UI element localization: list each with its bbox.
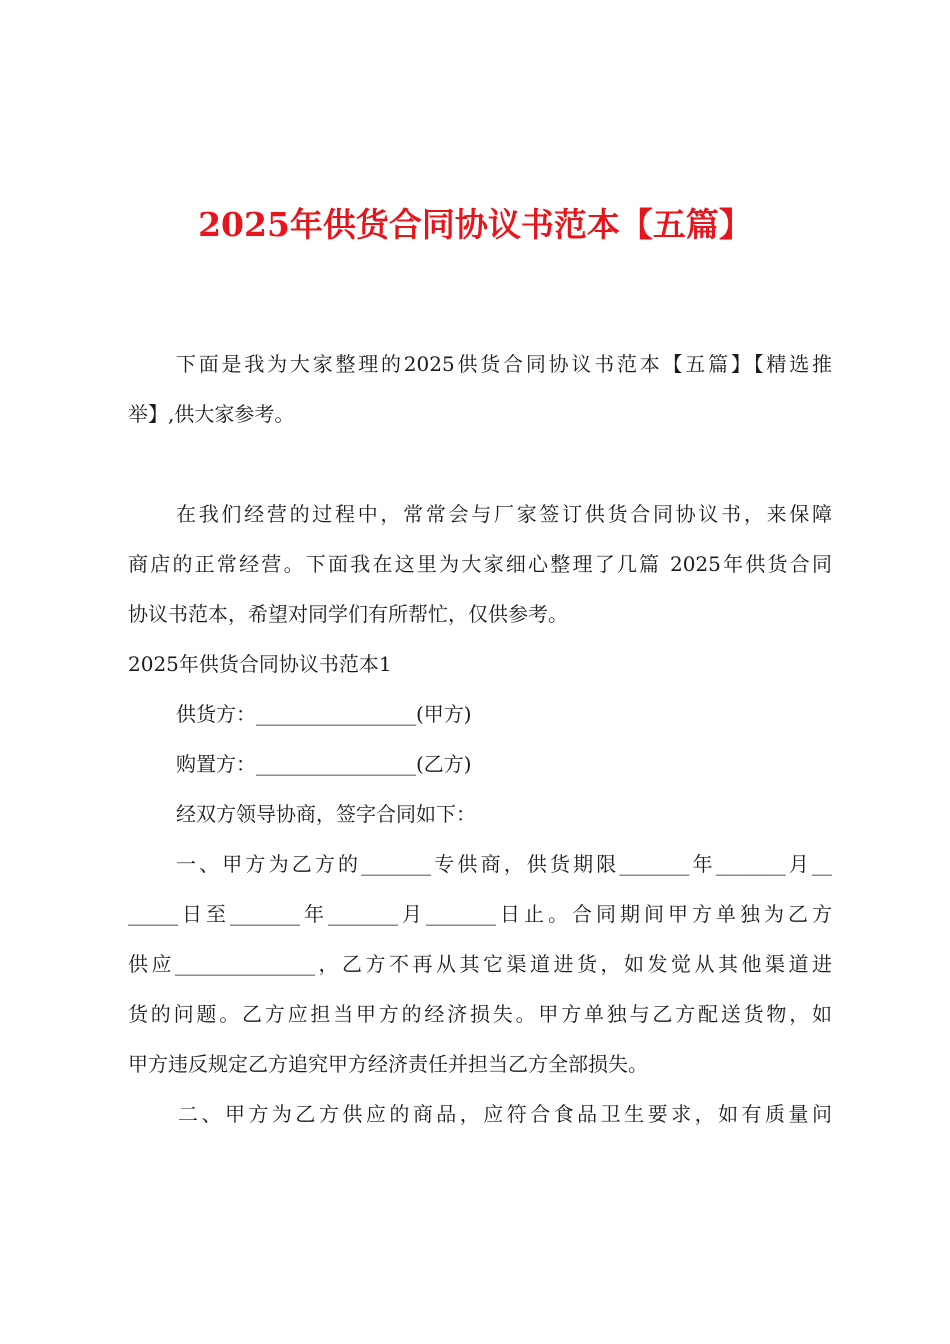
document-title: 2025年供货合同协议书范本【五篇】: [198, 205, 752, 244]
preface-line-3: 协议书范本，希望对同学们有所帮忙，仅供参考。: [128, 602, 568, 626]
agreement-intro: 经双方领导协商，签字合同如下：: [176, 802, 476, 826]
clause1-line-3: 供应______________，乙方不再从其它渠道进货，如发觉从其他渠道进: [128, 952, 832, 976]
clause1-line-2: _____日至_______年_______月_______日止。合同期间甲方单独为乙方: [128, 902, 832, 926]
clause2-line-1: 二、甲方为乙方供应的商品，应符合食品卫生要求，如有质量问: [178, 1102, 832, 1126]
clause1-line-4: 货的问题。乙方应担当甲方的经济损失。甲方单独与乙方配送货物，如: [128, 1002, 832, 1026]
intro-line-1: 下面是我为大家整理的2025供货合同协议书范本【五篇】【精选推: [176, 352, 832, 376]
buyer-party-line: 购置方：________________(乙方): [176, 752, 472, 776]
supplier-party-line: 供货方：________________(甲方): [176, 702, 472, 726]
clause1-line-5: 甲方违反规定乙方追究甲方经济责任并担当乙方全部损失。: [128, 1052, 648, 1076]
intro-line-2: 举】,供大家参考。: [128, 402, 295, 426]
preface-line-1: 在我们经营的过程中，常常会与厂家签订供货合同协议书，来保障: [176, 502, 832, 526]
section-heading: 2025年供货合同协议书范本1: [128, 652, 392, 676]
clause1-line-1: 一、甲方为乙方的_______专供商，供货期限_______年_______月__: [176, 852, 832, 876]
preface-line-2: 商店的正常经营。下面我在这里为大家细心整理了几篇 2025年供货合同: [128, 552, 832, 576]
